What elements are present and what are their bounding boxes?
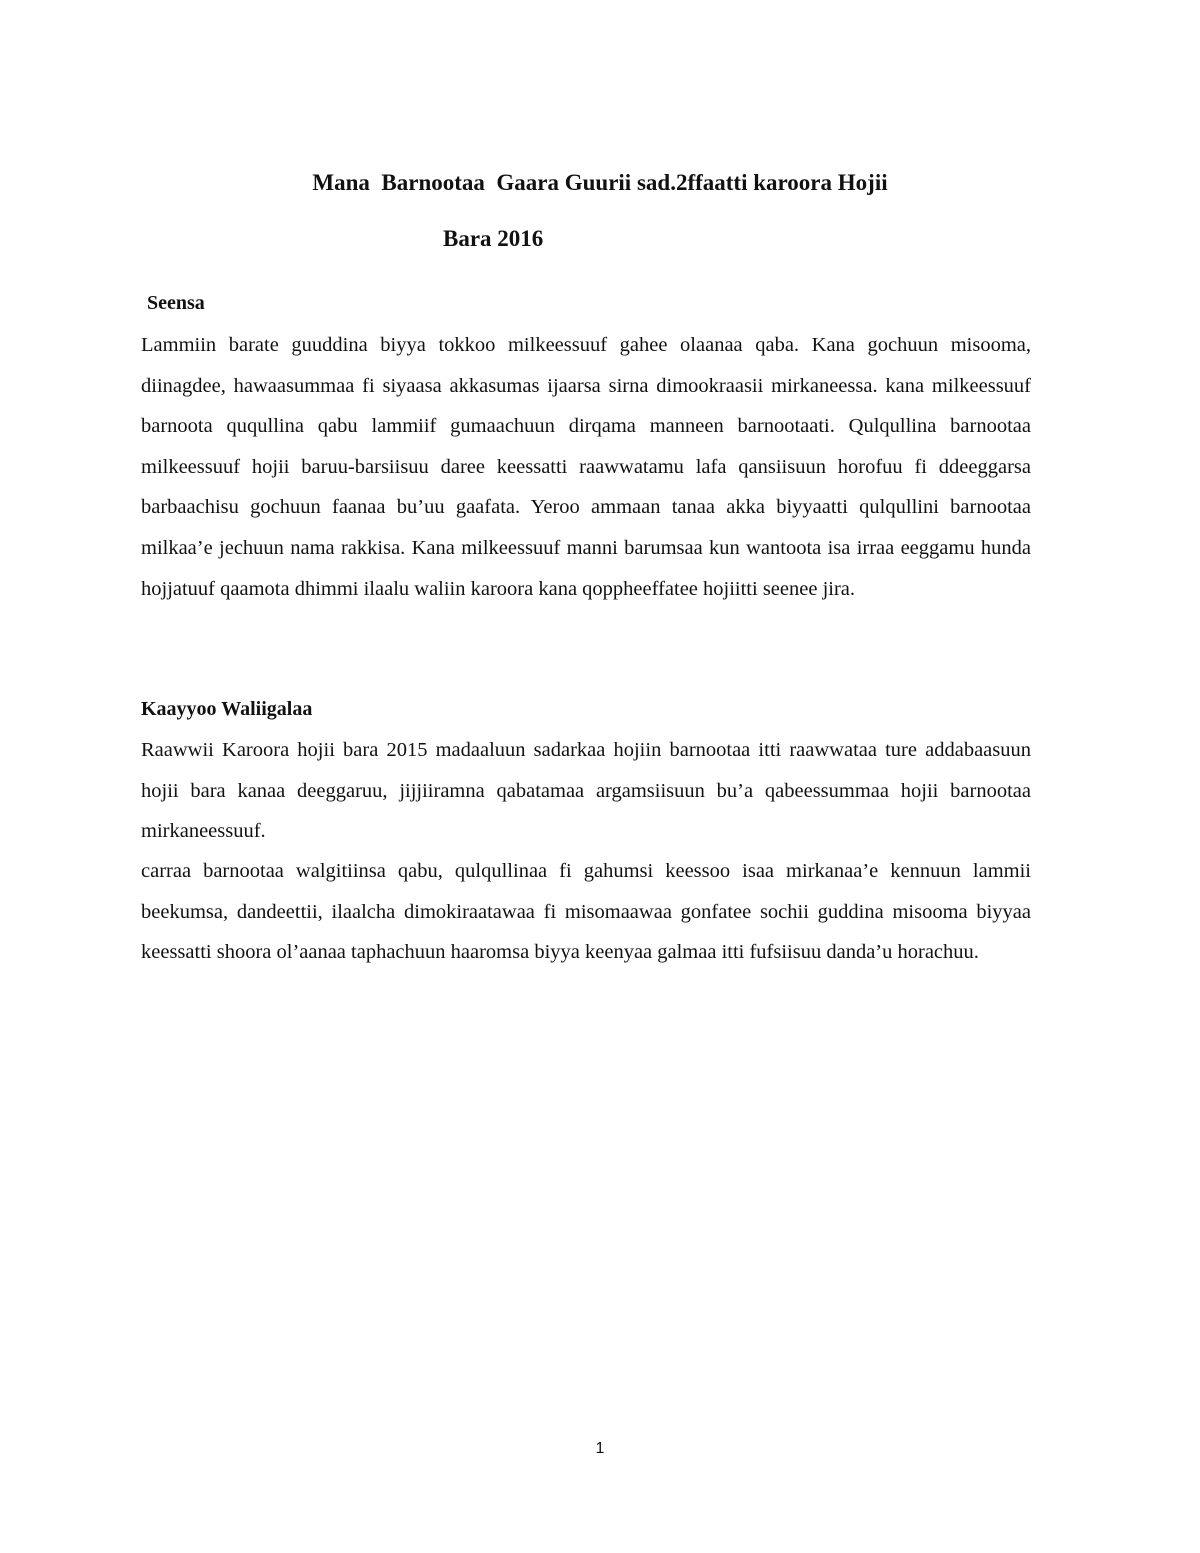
section-heading-kaayyoo-waliigalaa: Kaayyoo Waliigalaa bbox=[141, 698, 313, 720]
paragraph-kaayyoo-1: Raawwii Karoora hojii bara 2015 madaaluun sadarkaa hojiin barnootaa itti raawwataa ture addabaasuun hojii bara kanaa deeggaruu, jijjiiramna qabatamaa argamsiisuun bu’a qabeessummaa hojii barnootaa mirkaneessuuf. bbox=[141, 739, 1031, 843]
document-title: Mana Barnootaa Gaara Guurii sad.2ffaatti karoora Hojii bbox=[312, 170, 888, 195]
section-heading-seensa: Seensa bbox=[147, 292, 205, 314]
page-number: 1 bbox=[595, 1440, 605, 1457]
paragraph-kaayyoo-2: carraa barnootaa walgitiinsa qabu, qulqullinaa fi gahumsi keessoo isaa mirkanaa’e kennuun lammii beekumsa, dandeettii, ilaalcha dimokiraatawaa fi misomaawaa gonfatee sochii guddina misooma biyyaa keessatti shoora ol’aanaa taphachuun haaromsa biyya keenyaa galmaa itti fufsiisuu danda’u horachuu. bbox=[141, 860, 1031, 964]
paragraph-seensa: Lammiin barate guuddina biyya tokkoo milkeessuuf gahee olaanaa qaba. Kana gochuun misooma, diinagdee, hawaasummaa fi siyaasa akkasumas ijaarsa sirna dimookraasii mirkaneessa. kana milkeessuuf barnoota ququllina qabu lammiif gumaachuun dirqama manneen barnootaati. Qulqullina barnootaa milkeessuuf hojii baruu-barsiisuu daree keessatti raawwatamu lafa qansiisuun horofuu fi ddeeggarsa barbaachisu gochuun faanaa bu’uu gaafata. Yeroo ammaan tanaa akka biyyaatti qulqullini barnootaa milkaa’e jechuun nama rakkisa. Kana milkeessuuf manni barumsaa kun wantoota isa irraa eeggamu hunda hojjatuuf qaamota dhimmi ilaalu waliin karoora kana qoppheeffatee hojiitti seenee jira. bbox=[141, 334, 1031, 600]
document-subtitle-year: Bara 2016 bbox=[443, 226, 544, 251]
